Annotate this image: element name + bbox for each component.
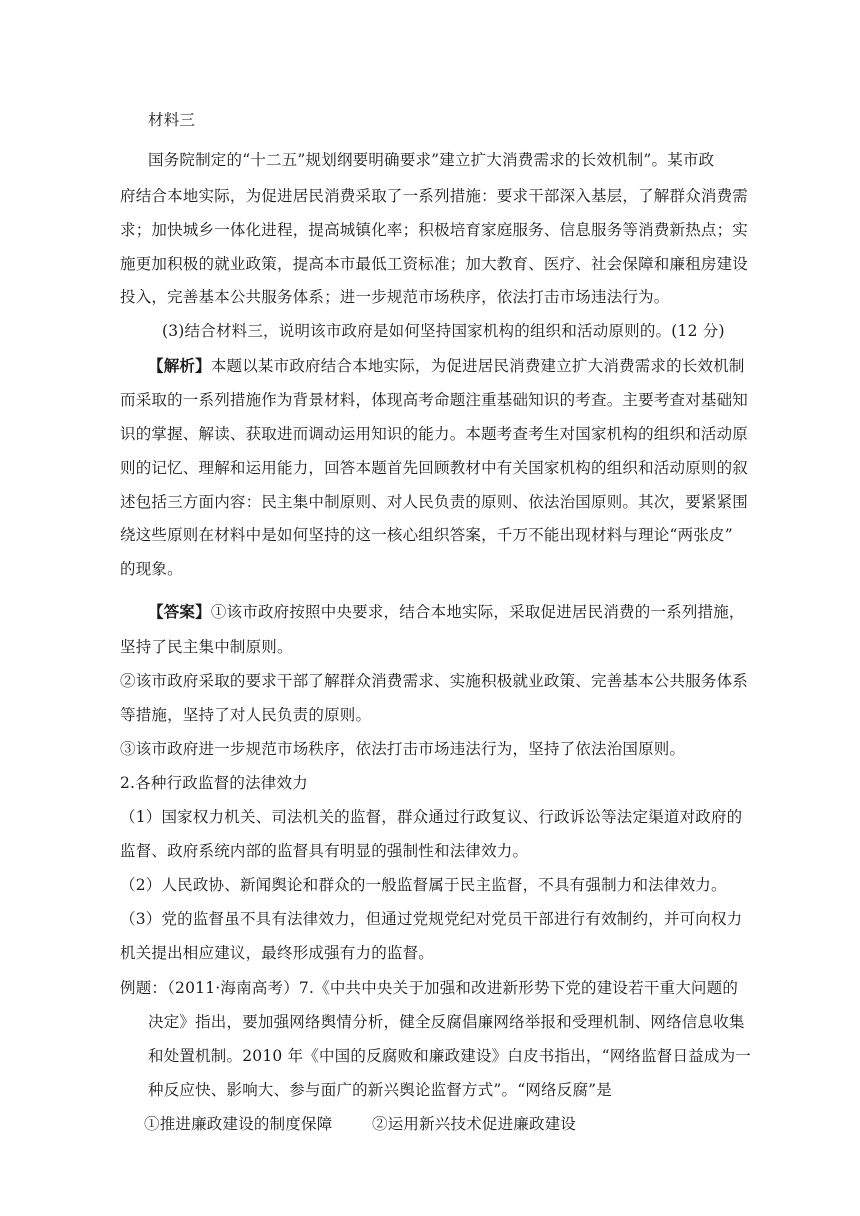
answer-line-3: ②该市政府采取的要求干部了解群众消费需求、实施积极就业政策、完善基本公共服务体系 [120, 672, 749, 690]
option-2: ②运用新兴技术促进廉政建设 [372, 1115, 577, 1133]
section-line-2: 监督、政府系统内部的监督具有明显的强制性和法律效力。 [120, 842, 529, 860]
answer-first-text: ①该市政府按照中央要求，结合本地实际，采取促进居民消费的一系列措施， [210, 603, 745, 621]
material-heading: 材料三 [148, 111, 196, 129]
answer-tag: 【答案】 [148, 602, 211, 621]
analysis-line-4: 则的记忆、理解和运用能力，回答本题首先回顾教材中有关国家机构的组织和活动原则的叙 [120, 459, 749, 477]
example-line-1: 例题：（2011·海南高考）7.《中共中央关于加强和改进新形势下党的建设若干重大问题的 [120, 979, 739, 997]
analysis-line-6: 绕这些原则在材料中是如何坚持的这一核心组织答案，千万不能出现材料与理论“两张皮” [120, 526, 733, 544]
material-line-1: 国务院制定的“十二五”规划纲要明确要求”建立扩大消费需求的长效机制”。某市政 [148, 151, 715, 169]
material-line-3: 求；加快城乡一体化进程，提高城镇化率；积极培育家庭服务、信息服务等消费新热点；实 [120, 221, 749, 239]
section-line-5: 机关提出相应建议，最终形成强有力的监督。 [120, 944, 435, 962]
question-text: (3)结合材料三，说明该市政府是如何坚持国家机构的组织和活动原则的。(12 分) [162, 322, 725, 340]
section-line-1: （1）国家权力机关、司法机关的监督，群众通过行政复议、行政诉讼等法定渠道对政府的 [120, 808, 743, 826]
example-line-4: 种反应快、影响大、参与面广的新兴舆论监督方式”。“网络反腐”是 [148, 1081, 612, 1099]
answer-first-line [148, 602, 745, 622]
analysis-first-line [148, 356, 745, 376]
material-line-2: 府结合本地实际，为促进居民消费采取了一系列措施：要求干部深入基层，了解群众消费需 [120, 187, 749, 205]
analysis-first-text: 本题以某市政府结合本地实际，为促进居民消费建立扩大消费需求的长效机制 [210, 357, 745, 375]
analysis-tag: 【解析】 [148, 356, 211, 375]
option-1: ①推进廉政建设的制度保障 [144, 1115, 333, 1133]
analysis-line-2: 而采取的一系列措施作为背景材料，体现高考命题注重基础知识的考查。主要考查对基础知 [120, 391, 749, 409]
section-line-4: （3）党的监督虽不具有法律效力，但通过党规党纪对党员干部进行有效制约，并可向权力 [120, 910, 743, 928]
analysis-line-5: 述包括三方面内容：民主集中制原则、对人民负责的原则、依法治国原则。其次，要紧紧围 [120, 493, 749, 511]
section-heading: 2.各种行政监督的法律效力 [120, 774, 308, 792]
material-line-4: 施更加积极的就业政策，提高本市最低工资标准；加大教育、医疗、社会保障和廉租房建设 [120, 255, 749, 273]
analysis-line-7: 的现象。 [120, 560, 183, 578]
material-line-5: 投入，完善基本公共服务体系；进一步规范市场秩序，依法打击市场违法行为。 [120, 288, 670, 306]
section-line-3: （2）人民政协、新闻舆论和群众的一般监督属于民主监督，不具有强制力和法律效力。 [120, 876, 727, 894]
answer-line-4: 等措施，坚持了对人民负责的原则。 [120, 706, 372, 724]
example-line-2: 决定》指出，要加强网络舆情分析，健全反腐倡廉网络举报和受理机制、网络信息收集 [148, 1013, 745, 1031]
analysis-line-3: 识的掌握、解读、获取进而调动运用知识的能力。本题考查考生对国家机构的组织和活动原 [120, 425, 749, 443]
example-line-3: 和处置机制。2010 年《中国的反腐败和廉政建设》白皮书指出，“网络监督日益成为一 [148, 1047, 751, 1065]
answer-line-5: ③该市政府进一步规范市场秩序，依法打击市场违法行为，坚持了依法治国原则。 [120, 740, 686, 758]
answer-line-2: 坚持了民主集中制原则。 [120, 638, 293, 656]
